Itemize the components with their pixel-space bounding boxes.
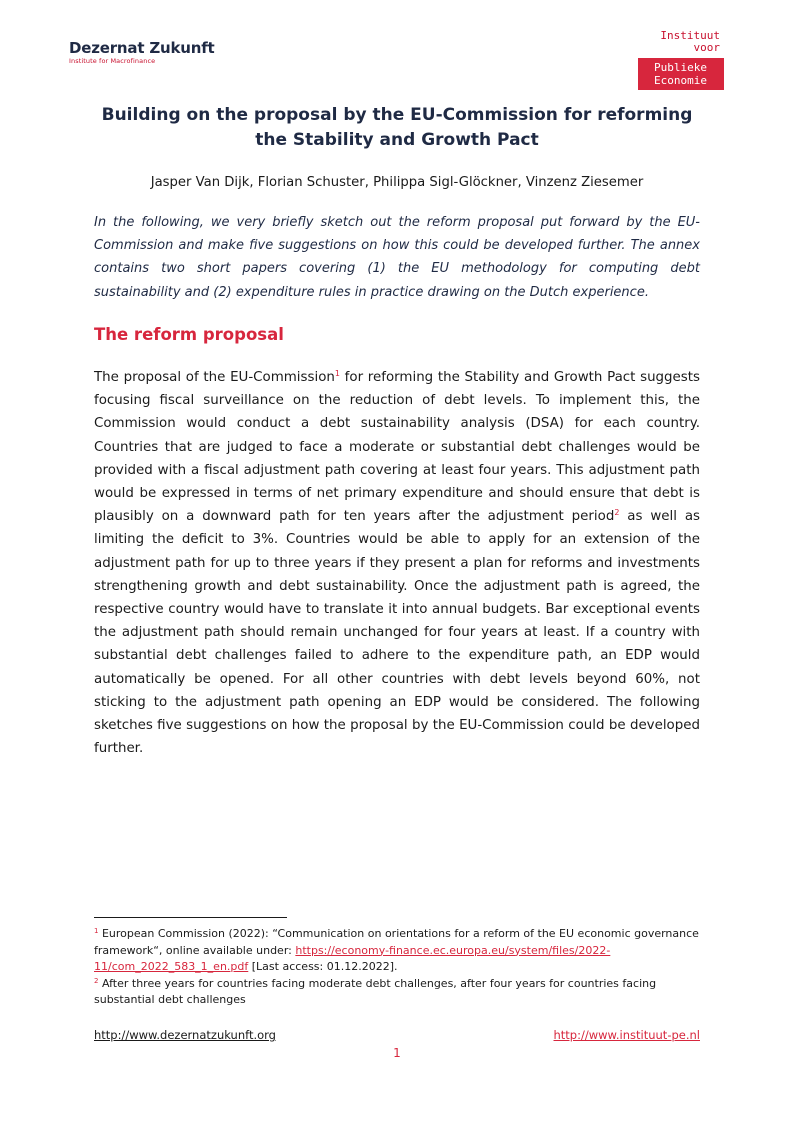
body-text-3: as well as limiting the deficit to 3%. Countries would be able to apply for an extension of the adjustment path for up to three years if they present a plan for reforms and investments strengthening growth and debt sustainability. Once the adjustment path is agreed, the respective country would have to translate it into annual budgets. Bar exceptional events the adjustment path should remain unchanged for four years at least. If a country with substantial debt challenges failed to adhere to the expenditure path, an EDP would automatically be opened. For all other countries with debt levels beyond 60%, not sticking to the adjustment path opening an EDP would be considered. The following sketches five suggestions on how the proposal by the EU-Commission could be developed further. [94,509,701,757]
logo-tagline: Institute for Macrofinance [69,57,156,65]
footnote-1-number: 1 [94,927,99,935]
logo-line-2: voor [693,41,720,54]
footnote-2-number: 2 [94,976,99,985]
body-paragraph [94,366,700,760]
footer-link-dezernat[interactable]: http://www.dezernatzukunft.org [94,1028,276,1042]
footnote-divider [94,917,287,918]
footnote-1-access: [Last access: 01.12.2022]. [248,960,398,973]
authors: Jasper Van Dijk, Florian Schuster, Philippa Sigl-Glöckner, Vinzenz Ziesemer [150,175,644,190]
footnote-ref-1[interactable]: 1 [334,369,340,378]
footer-link-instituut[interactable]: http://www.instituut-pe.nl [553,1028,700,1042]
body-text-2: for reforming the Stability and Growth Pact suggests focusing fiscal surveillance on the reduction of debt levels. To implement this, the Commission would conduct a debt sustainability analysis (DSA) for each country. Countries that are judged to face a moderate or substantial debt challenges would be provided with a fiscal adjustment path covering at least four years. This adjustment path would be expressed in terms of net primary expenditure and should ensure that debt is plausibly on a downward path for ten years after the adjustment period [94,370,701,525]
footnote-1 [94,926,700,976]
instituut-pe-logo [638,30,724,90]
logo-line-3: Publieke [654,61,707,74]
title-line-2: the Stability and Growth Pact [255,130,539,150]
abstract: In the following, we very briefly sketch out the reform proposal put forward by the EU-Commission and make five suggestions on how this could be developed further. The annex contains two short papers covering (1) the EU methodology for computing debt sustainability and (2) expenditure rules in practice drawing on the Dutch experience. [94,215,700,300]
dezernat-zukunft-logo [69,40,215,66]
logo-brand: Dezernat Zukunft [69,39,215,57]
logo-line-1: Instituut [660,29,720,42]
footnote-1-link[interactable]: https://economy-finance.ec.europa.eu/system/files/2022-11/com_2022_583_1_en.pdf [94,943,611,973]
logo-line-4: Economie [654,74,707,87]
title-line-1: Building on the proposal by the EU-Commission for reforming [101,105,693,125]
logo-red-box [638,58,724,90]
body-text-1: The proposal of the EU-Commission [94,370,335,385]
paper-title [94,103,700,153]
page-number: 1 [393,1046,401,1060]
footnote-ref-2[interactable]: 2 [614,508,620,518]
footnote-2 [94,976,700,1009]
section-heading: The reform proposal [94,325,284,344]
footnotes [94,926,700,1009]
footnote-2-text: After three years for countries facing moderate debt challenges, after four years for countries facing substantial debt challenges [94,976,657,1006]
footnote-1-text: European Commission (2022): “Communication on orientations for a reform of the EU economic governance framework“, online available under: [94,927,699,957]
logo-top-text [638,30,724,54]
